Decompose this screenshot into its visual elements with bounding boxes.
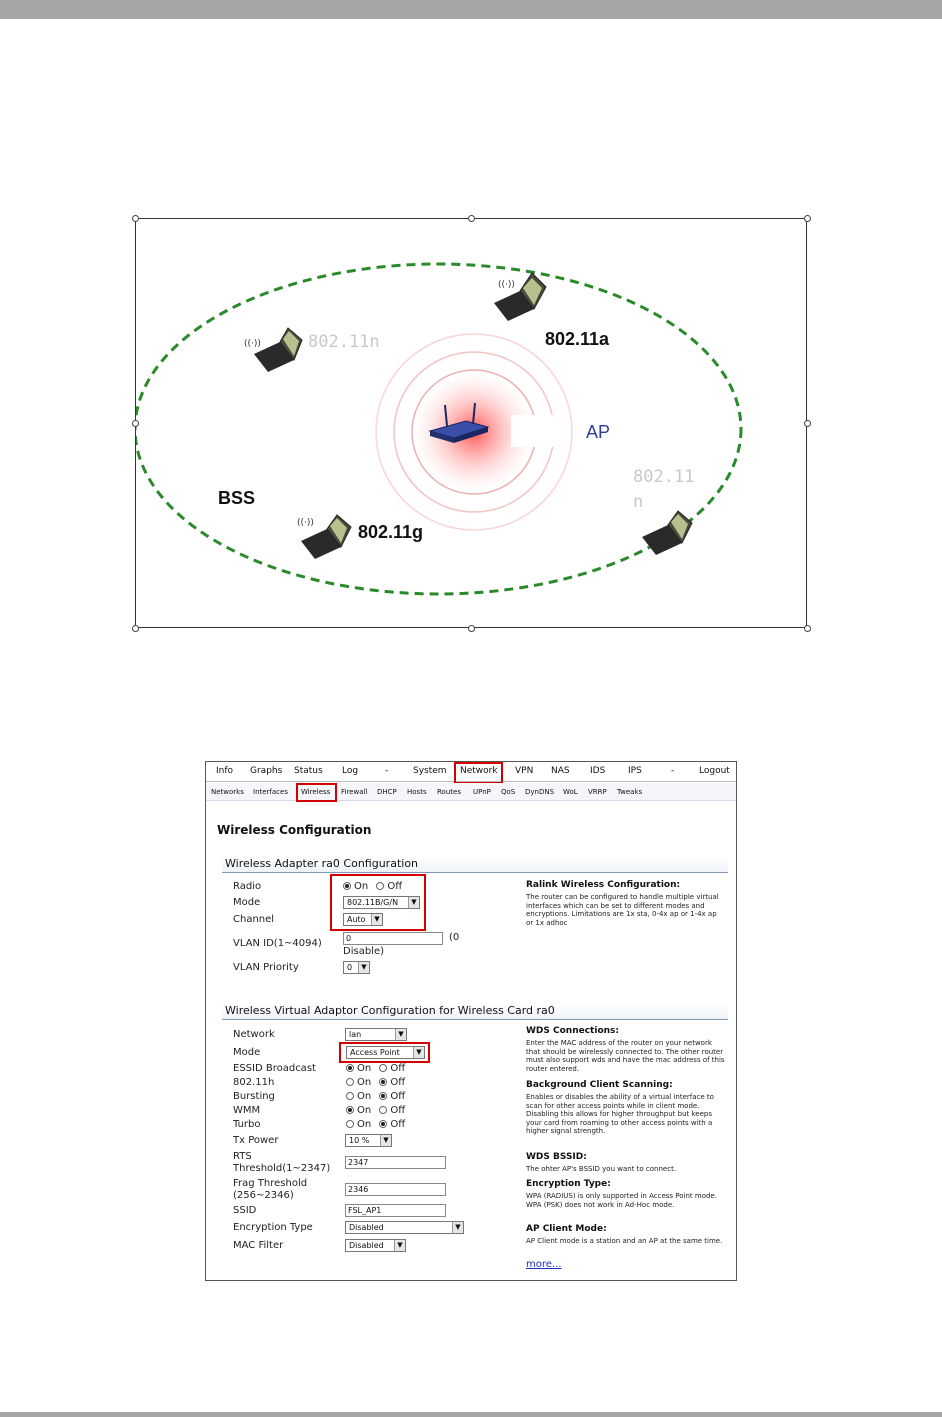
rts-label-1: RTS (233, 1151, 252, 1162)
label-80211n-left: 802.11n (308, 332, 380, 352)
radio-off-label: Off (387, 881, 403, 892)
menu-log[interactable]: Log (342, 766, 359, 776)
network-label: Network (233, 1029, 275, 1040)
resize-handle[interactable] (804, 625, 811, 632)
page-footer-bar (0, 1412, 942, 1417)
label-80211a: 802.11a (545, 329, 610, 349)
wds-help-text: Enter the MAC address of the router on your network that should be wirelessly connected to. The other router must also support wds and have the mac address of this router entered. (526, 1039, 725, 1073)
menu-ids[interactable]: IDS (590, 766, 606, 776)
frag-input[interactable]: 2346 (345, 1183, 446, 1196)
encryption-label: Encryption Type (233, 1222, 313, 1233)
h-toggle (346, 1077, 410, 1089)
ralink-help-title: Ralink Wireless Configuration: (526, 880, 681, 890)
submenu-dyndns[interactable]: DynDNS (525, 788, 555, 796)
wmm-off-option[interactable] (379, 1106, 387, 1114)
submenu-wireless[interactable]: Wireless (301, 788, 331, 796)
diagram-graphics (136, 219, 807, 628)
frag-label-1: Frag Threshold (233, 1178, 308, 1189)
h-label: 802.11h (233, 1077, 275, 1088)
svg-text:((·)): ((·)) (498, 280, 515, 290)
vmode-label: Mode (233, 1047, 261, 1058)
radio-label: Radio (233, 881, 262, 892)
submenu-hosts[interactable]: Hosts (407, 788, 427, 796)
router-config-window (205, 761, 737, 1281)
menu-info[interactable]: Info (216, 766, 234, 776)
vlan-priority-select[interactable] (343, 961, 370, 974)
bursting-off-label: Off (390, 1091, 406, 1102)
ssid-label: SSID (233, 1205, 257, 1216)
turbo-on-label: On (357, 1119, 372, 1130)
bursting-off-option[interactable] (379, 1092, 387, 1100)
rts-input[interactable]: 2347 (345, 1156, 446, 1169)
encryption-select[interactable] (345, 1221, 464, 1234)
essid-off-label: Off (390, 1063, 406, 1074)
menu-separator: - (671, 766, 675, 776)
svg-text:((·)): ((·)) (244, 339, 261, 349)
vlan-priority-value: 0 (347, 963, 353, 972)
submenu-vrrp[interactable]: VRRP (588, 788, 607, 796)
chevron-down-icon: ▼ (394, 1240, 405, 1251)
label-80211n-right-1: 802.11 (633, 467, 695, 487)
vlan-note-2: Disable) (343, 946, 384, 957)
svg-text:((·)): ((·)) (297, 518, 314, 528)
chevron-down-icon: ▼ (395, 1029, 406, 1040)
ap-client-help-title: AP Client Mode: (526, 1224, 607, 1234)
essid-on-label: On (357, 1063, 372, 1074)
resize-handle[interactable] (804, 215, 811, 222)
more-link[interactable]: more... (526, 1259, 562, 1270)
chevron-down-icon: ▼ (452, 1222, 463, 1233)
submenu-upnp[interactable]: UPnP (473, 788, 491, 796)
wmm-off-label: Off (390, 1105, 406, 1116)
bg-scan-help-text: Enables or disables the ability of a virtual interface to scan for other access points while in client mode. Disabling this allows for higher throughput but keeps your card from roaming to other access points with a higher signal strength. (526, 1093, 714, 1136)
label-bss: BSS (218, 488, 256, 508)
resize-handle[interactable] (468, 625, 475, 632)
txpower-select[interactable] (345, 1134, 392, 1147)
network-select[interactable] (345, 1028, 407, 1041)
menu-status[interactable]: Status (294, 766, 323, 776)
menu-logout[interactable]: Logout (699, 766, 730, 776)
turbo-label: Turbo (233, 1119, 261, 1130)
ap-client-help-text: AP Client mode is a station and an AP at the same time. (526, 1237, 723, 1245)
rts-label-2: Threshold(1~2347) (233, 1163, 331, 1174)
turbo-off-label: Off (390, 1119, 406, 1130)
chevron-down-icon: ▼ (371, 914, 382, 925)
h-on-option[interactable] (346, 1078, 354, 1086)
submenu-qos[interactable]: QoS (501, 788, 516, 796)
mode-highlight (339, 1042, 430, 1063)
adapter-highlight (330, 874, 426, 931)
vlan-note: (0 (449, 932, 460, 943)
vlan-id-label: VLAN ID(1~4094) (233, 938, 322, 949)
resize-handle[interactable] (132, 215, 139, 222)
turbo-on-option[interactable] (346, 1120, 354, 1128)
menu-graphs[interactable]: Graphs (250, 766, 283, 776)
virtual-section-title: Wireless Virtual Adaptor Configuration for Wireless Card ra0 (222, 1004, 728, 1020)
bursting-on-option[interactable] (346, 1092, 354, 1100)
menu-vpn[interactable]: VPN (515, 766, 534, 776)
encryption-value: Disabled (349, 1223, 384, 1232)
wds-bssid-help-text: The ohter AP's BSSID you want to connect. (526, 1165, 677, 1173)
menu-nas[interactable]: NAS (551, 766, 570, 776)
resize-handle[interactable] (468, 215, 475, 222)
adapter-section-title: Wireless Adapter ra0 Configuration (222, 857, 728, 873)
encryption-help-text: WPA (RADIUS) is only supported in Access Point mode. WPA (PSK) does not work in Ad-Hoc mode. (526, 1192, 717, 1209)
network-highlight (454, 762, 503, 784)
label-80211g: 802.11g (358, 522, 424, 542)
page-title: Wireless Configuration (217, 823, 372, 837)
network-select-value: lan (349, 1030, 362, 1039)
h-off-option[interactable] (379, 1078, 387, 1086)
h-off-label: Off (390, 1077, 406, 1088)
menu-separator: - (385, 766, 389, 776)
bg-scan-help-title: Background Client Scanning: (526, 1080, 673, 1090)
wds-bssid-help-title: WDS BSSID: (526, 1152, 587, 1162)
resize-handle[interactable] (132, 625, 139, 632)
vlan-id-input[interactable]: 0 (343, 932, 443, 945)
wds-help-title: WDS Connections: (526, 1026, 619, 1036)
submenu-firewall[interactable]: Firewall (341, 788, 368, 796)
channel-select-value: Auto (347, 915, 366, 924)
chevron-down-icon: ▼ (408, 897, 419, 908)
laptop-icon-80211a (494, 273, 546, 321)
wmm-toggle (346, 1105, 410, 1117)
menu-network[interactable]: Network (460, 766, 498, 776)
essid-on-option[interactable] (346, 1064, 354, 1072)
label-80211n-right-2: n (633, 492, 644, 512)
submenu-interfaces[interactable]: Interfaces (253, 788, 288, 796)
wmm-on-option[interactable] (346, 1106, 354, 1114)
chevron-down-icon: ▼ (413, 1047, 424, 1058)
submenu-tweaks[interactable]: Tweaks (617, 788, 643, 796)
bursting-label: Bursting (233, 1091, 275, 1102)
mac-filter-value: Disabled (349, 1241, 384, 1250)
ssid-input[interactable]: FSL_AP1 (345, 1204, 446, 1217)
turbo-toggle (346, 1119, 410, 1131)
bursting-toggle (346, 1091, 410, 1103)
resize-handle[interactable] (132, 420, 139, 427)
bss-diagram (135, 218, 807, 628)
turbo-off-option[interactable] (379, 1120, 387, 1128)
essid-label: ESSID Broadcast (233, 1063, 316, 1074)
resize-handle[interactable] (804, 420, 811, 427)
submenu-routes[interactable]: Routes (437, 788, 461, 796)
essid-off-option[interactable] (379, 1064, 387, 1072)
submenu-networks[interactable]: Networks (211, 788, 244, 796)
menu-ips[interactable]: IPS (628, 766, 642, 776)
page-header-bar (0, 0, 942, 19)
laptop-icon-80211n-left (244, 328, 302, 372)
essid-toggle (346, 1063, 410, 1075)
label-ap: AP (586, 422, 611, 442)
wmm-on-label: On (357, 1105, 372, 1116)
h-on-label: On (357, 1077, 372, 1088)
mac-filter-label: MAC Filter (233, 1240, 284, 1251)
vmode-select-value: Access Point (350, 1048, 400, 1057)
menu-system[interactable]: System (413, 766, 447, 776)
bursting-on-label: On (357, 1091, 372, 1102)
encryption-help-title: Encryption Type: (526, 1179, 611, 1189)
chevron-down-icon: ▼ (380, 1135, 391, 1146)
frag-label-2: (256~2346) (233, 1190, 294, 1201)
txpower-label: Tx Power (233, 1135, 279, 1146)
mode-label: Mode (233, 897, 261, 908)
mac-filter-select[interactable] (345, 1239, 406, 1252)
sub-menu (206, 783, 736, 801)
channel-label: Channel (233, 914, 275, 925)
wireless-highlight (296, 783, 337, 802)
submenu-dhcp[interactable]: DHCP (377, 788, 397, 796)
wmm-label: WMM (233, 1105, 261, 1116)
submenu-wol[interactable]: WoL (563, 788, 578, 796)
mode-select-value: 802.11B/G/N (347, 898, 399, 907)
chevron-down-icon: ▼ (358, 962, 369, 973)
ralink-help-text: The router can be configured to handle multiple virtual interfaces which can be set to different modes and encryptions. Limitations are 1x sta, 0-4x ap or 1-4x ap or 1x adhoc (526, 893, 719, 927)
radio-on-label: On (354, 881, 369, 892)
vlan-priority-label: VLAN Priority (233, 962, 299, 973)
laptop-icon-80211g (297, 515, 351, 559)
txpower-value: 10 % (349, 1136, 370, 1145)
